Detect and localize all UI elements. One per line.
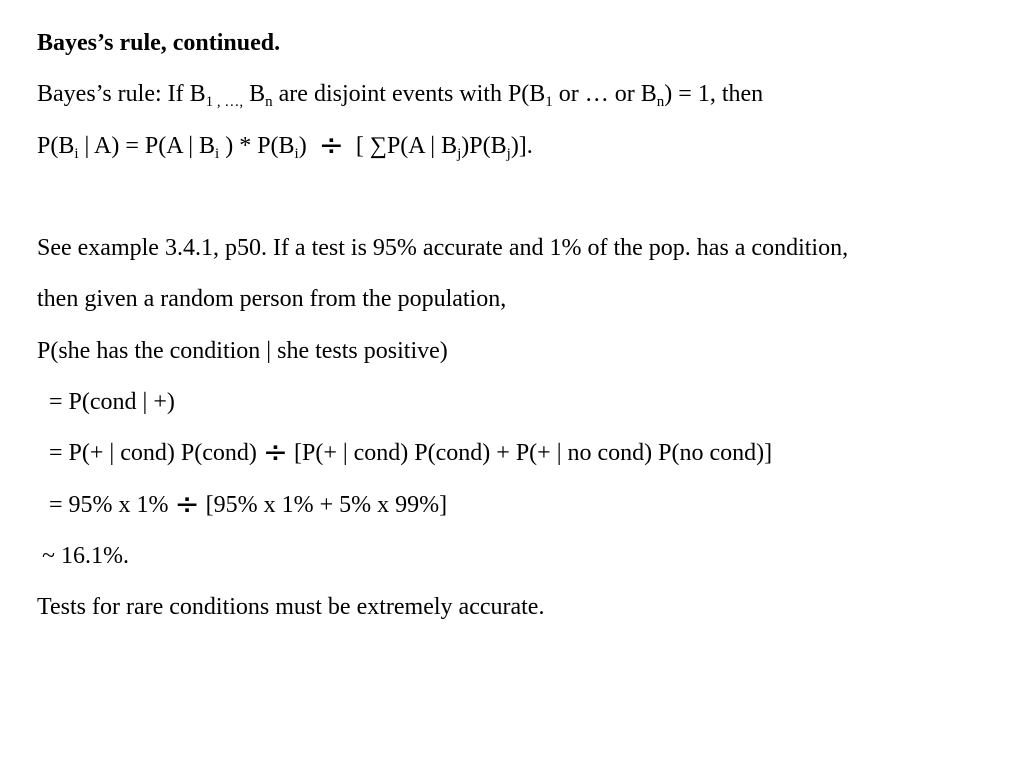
formula-part-4: ) [298,132,319,159]
rule-b: B [243,81,266,108]
division-sign: ÷ [318,127,344,163]
formula-part-5: [ ∑P(A | B [343,132,458,159]
bayes-rule-statement [37,69,1012,120]
rule-mid: are disjoint events with P(B [272,81,546,108]
rule-subscript-1: 1 [545,94,553,111]
rule-subscript-range: 1 , …, [205,94,244,111]
formula-part-6: )P(B [461,132,507,159]
formula-sub-i: i [74,145,79,162]
step-3-left: = 95% x 1% [49,491,175,518]
step-2 [37,428,1012,479]
step-3-right: [95% x 1% + 5% x 99%] [199,491,448,518]
slide-content [37,18,1012,634]
rule-intro: Bayes’s rule: If B [37,81,206,108]
formula-part-2: | A) = P(A | B [78,132,216,159]
conclusion-line: Tests for rare conditions must be extremely accurate. [37,594,545,621]
rule-subscript-n: n [265,94,273,111]
step-2-left: = P(+ | cond) P(cond) [49,440,263,467]
bayes-formula [37,121,1012,172]
rule-subscript-n2: n [656,94,665,111]
example-line-1: See example 3.4.1, p50. If a test is 95% accurate and 1% of the pop. has a condition, [37,235,849,262]
formula-sub-j: j [457,145,462,162]
step-3 [37,480,1012,531]
example-line-2: then given a random person from the population, [37,286,507,313]
blank-line [37,172,1012,223]
step-1: = P(cond | +) [49,389,175,416]
rule-end: ) = 1, then [664,81,764,108]
formula-part-3: ) * P(B [219,132,295,159]
division-sign: ÷ [174,486,200,522]
slide-title: Bayes’s rule, continued. [37,30,281,56]
formula-sub-j2: j [506,145,511,162]
formula-sub-i3: i [294,145,299,162]
step-2-right: [P(+ | cond) P(cond) + P(+ | no cond) P(no cond)] [287,440,773,467]
question-line: P(she has the condition | she tests positive) [37,337,448,364]
formula-sub-i2: i [215,145,220,162]
formula-part-1: P(B [37,132,75,159]
result-line: ~ 16.1%. [42,542,129,569]
division-sign: ÷ [262,435,288,471]
formula-part-7: )]. [510,132,533,159]
rule-or: or … or B [552,81,657,108]
